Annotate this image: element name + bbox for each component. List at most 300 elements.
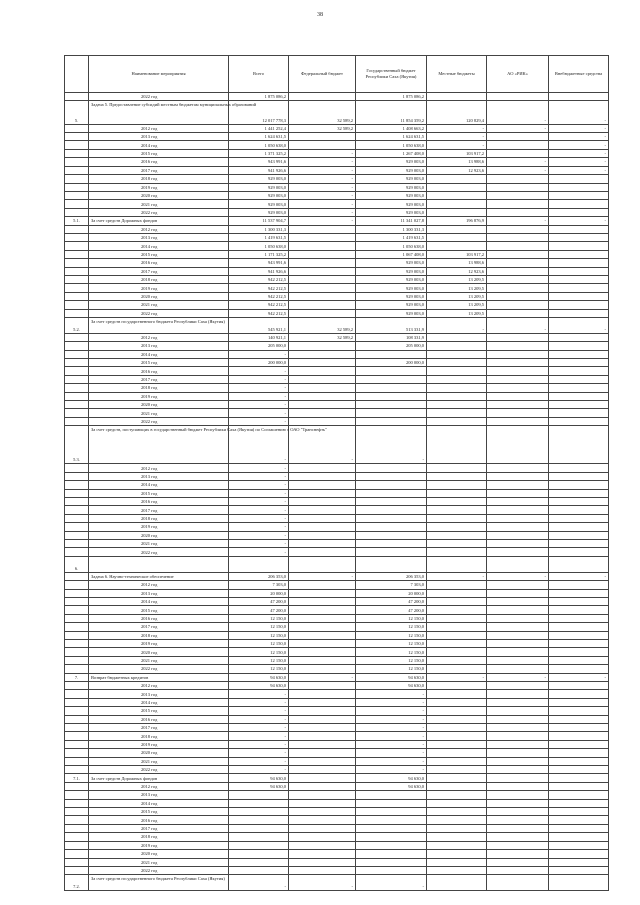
row-state: [356, 401, 427, 409]
row-extra: [549, 808, 609, 816]
table-row: [65, 774, 609, 782]
row-federal: [289, 342, 356, 350]
row-extra: -: [549, 217, 609, 225]
table-row: [65, 690, 609, 698]
table-row: [65, 401, 609, 409]
row-federal: [289, 506, 356, 514]
row-name: 2019 год: [89, 841, 229, 849]
row-total: [229, 816, 289, 824]
row-federal: [289, 740, 356, 748]
row-number: [65, 498, 89, 506]
row-rik: [487, 367, 549, 375]
row-total: [229, 833, 289, 841]
row-total: [229, 841, 289, 849]
table-row: [65, 175, 609, 183]
row-extra: -: [549, 124, 609, 132]
row-extra: -: [549, 133, 609, 141]
row-state: [356, 514, 427, 522]
row-rik: [487, 409, 549, 417]
row-rik: [487, 623, 549, 631]
row-local: -: [427, 572, 487, 580]
row-rik: [487, 824, 549, 832]
row-federal: -: [289, 149, 356, 157]
row-name: 2014 год: [89, 242, 229, 250]
row-total: 12 017 778,3: [229, 101, 289, 124]
row-extra: [549, 242, 609, 250]
row-extra: [549, 292, 609, 300]
row-local: [427, 548, 487, 556]
row-local: [427, 875, 487, 891]
row-number: [65, 149, 89, 157]
row-local: 120 829,4: [427, 101, 487, 124]
row-rik: [487, 292, 549, 300]
row-total: 942 212,5: [229, 275, 289, 283]
row-state: -: [356, 707, 427, 715]
row-local: 12 923,6: [427, 166, 487, 174]
row-local: 13 209,5: [427, 309, 487, 317]
row-name: 2018 год: [89, 275, 229, 283]
row-federal: [289, 715, 356, 723]
row-state: 929 003,0: [356, 301, 427, 309]
row-rik: [487, 384, 549, 392]
row-total: -: [229, 732, 289, 740]
row-total: 941 926,6: [229, 267, 289, 275]
row-number: [65, 606, 89, 614]
table-row: [65, 698, 609, 706]
row-name: За счет средств Дорожных фондов: [89, 774, 229, 782]
row-state: [356, 841, 427, 849]
row-extra: [549, 749, 609, 757]
row-total: 140 921,1: [229, 333, 289, 341]
row-state: 94 630,0: [356, 774, 427, 782]
row-rik: [487, 472, 549, 480]
row-local: [427, 375, 487, 383]
row-number: [65, 690, 89, 698]
row-name: 2020 год: [89, 648, 229, 656]
row-local: -: [427, 318, 487, 334]
row-state: [356, 791, 427, 799]
row-federal: [289, 93, 356, 101]
row-state: 929 003,0: [356, 200, 427, 208]
row-state: [356, 808, 427, 816]
row-total: 11 537 904,7: [229, 217, 289, 225]
row-extra: [549, 816, 609, 824]
row-rik: [487, 799, 549, 807]
row-name: 2016 год: [89, 498, 229, 506]
table-row: [65, 816, 609, 824]
row-number: [65, 614, 89, 622]
row-local: [427, 698, 487, 706]
row-extra: [549, 597, 609, 605]
row-local: [427, 690, 487, 698]
row-extra: [549, 208, 609, 216]
row-number: [65, 417, 89, 425]
row-federal: [289, 375, 356, 383]
table-row: [65, 489, 609, 497]
row-total: 1 875 086,2: [229, 93, 289, 101]
row-total: -: [229, 749, 289, 757]
row-number: [65, 749, 89, 757]
row-extra: [549, 498, 609, 506]
row-federal: [289, 267, 356, 275]
row-federal: -: [289, 217, 356, 225]
row-name: 2021 год: [89, 200, 229, 208]
row-federal: [289, 514, 356, 522]
row-state: -: [356, 875, 427, 891]
row-total: 7 303,0: [229, 581, 289, 589]
row-extra: -: [549, 141, 609, 149]
row-local: -: [427, 673, 487, 681]
row-total: -: [229, 698, 289, 706]
table-row: [65, 850, 609, 858]
row-name: 2012 год: [89, 124, 229, 132]
row-name: 2016 год: [89, 614, 229, 622]
row-federal: [289, 540, 356, 548]
row-local: [427, 350, 487, 358]
row-federal: -: [289, 673, 356, 681]
row-rik: [487, 333, 549, 341]
row-state: 108 331,9: [356, 333, 427, 341]
row-federal: [289, 242, 356, 250]
row-local: [427, 631, 487, 639]
row-rik: [487, 506, 549, 514]
row-federal: -: [289, 208, 356, 216]
row-rik: -: [487, 572, 549, 580]
row-total: 929 003,0: [229, 191, 289, 199]
row-extra: [549, 850, 609, 858]
row-number: [65, 166, 89, 174]
row-extra: [549, 342, 609, 350]
row-state: [356, 350, 427, 358]
row-name: 2013 год: [89, 233, 229, 241]
row-federal: [289, 309, 356, 317]
row-total: -: [229, 540, 289, 548]
table-row: [65, 572, 609, 580]
row-local: [427, 183, 487, 191]
table-row: [65, 724, 609, 732]
row-local: [427, 824, 487, 832]
row-name: 2021 год: [89, 409, 229, 417]
row-federal: [289, 749, 356, 757]
row-name: 2012 год: [89, 581, 229, 589]
table-row: [65, 309, 609, 317]
row-extra: [549, 681, 609, 689]
row-rik: [487, 191, 549, 199]
row-state: 1 267 408,0: [356, 149, 427, 157]
row-extra: [549, 284, 609, 292]
table-row: [65, 233, 609, 241]
row-rik: [487, 417, 549, 425]
row-extra: [549, 614, 609, 622]
row-rik: [487, 200, 549, 208]
row-name: 2017 год: [89, 824, 229, 832]
row-total: 94 630,0: [229, 681, 289, 689]
row-extra: [549, 481, 609, 489]
row-rik: [487, 233, 549, 241]
row-rik: -: [487, 318, 549, 334]
row-number: [65, 791, 89, 799]
row-number: [65, 707, 89, 715]
row-extra: [549, 698, 609, 706]
table-row: [65, 875, 609, 891]
row-state: -: [356, 749, 427, 757]
row-number: [65, 866, 89, 874]
row-federal: [289, 292, 356, 300]
row-state: [356, 481, 427, 489]
row-total: -: [229, 715, 289, 723]
table-row: [65, 133, 609, 141]
row-state: 200 000,0: [356, 359, 427, 367]
row-rik: -: [487, 217, 549, 225]
row-rik: [487, 690, 549, 698]
row-federal: [289, 614, 356, 622]
table-row: [65, 392, 609, 400]
row-local: [427, 715, 487, 723]
row-federal: [289, 833, 356, 841]
row-local: [427, 597, 487, 605]
row-local: [427, 191, 487, 199]
row-state: 206 353,0: [356, 572, 427, 580]
row-state: 513 331,9: [356, 318, 427, 334]
row-federal: -: [289, 166, 356, 174]
row-local: [427, 656, 487, 664]
row-local: [427, 614, 487, 622]
budget-table: [64, 55, 609, 891]
row-extra: [549, 259, 609, 267]
row-total: -: [229, 401, 289, 409]
row-rik: -: [487, 101, 549, 124]
row-extra: [549, 531, 609, 539]
row-rik: [487, 665, 549, 673]
row-extra: [549, 464, 609, 472]
row-number: [65, 375, 89, 383]
row-extra: [549, 858, 609, 866]
row-federal: 32 589,2: [289, 101, 356, 124]
row-total: [229, 556, 289, 572]
row-state: -: [356, 757, 427, 765]
row-state: [356, 472, 427, 480]
row-local: [427, 623, 487, 631]
row-state: -: [356, 732, 427, 740]
table-row: [65, 318, 609, 334]
row-local: [427, 782, 487, 790]
row-local: [427, 808, 487, 816]
row-local: [427, 401, 487, 409]
row-total: 12 150,0: [229, 648, 289, 656]
row-local: [427, 489, 487, 497]
row-federal: [289, 481, 356, 489]
row-local: [427, 531, 487, 539]
row-state: 929 003,0: [356, 292, 427, 300]
row-extra: [549, 766, 609, 774]
row-state: -: [356, 715, 427, 723]
row-local: [427, 850, 487, 858]
row-number: [65, 133, 89, 141]
row-federal: [289, 581, 356, 589]
row-extra: [549, 715, 609, 723]
table-header-row: [65, 56, 609, 93]
row-federal: -: [289, 875, 356, 891]
row-local: [427, 740, 487, 748]
row-extra: [549, 472, 609, 480]
row-state: 12 150,0: [356, 648, 427, 656]
row-rik: [487, 141, 549, 149]
row-state: -: [356, 426, 427, 464]
row-number: [65, 309, 89, 317]
row-extra: [549, 791, 609, 799]
row-total: 1 371 325,2: [229, 149, 289, 157]
table-row: [65, 375, 609, 383]
row-rik: [487, 707, 549, 715]
row-extra: [549, 384, 609, 392]
row-name: 2013 год: [89, 690, 229, 698]
row-state: [356, 506, 427, 514]
row-extra: [549, 233, 609, 241]
row-state: 929 003,0: [356, 175, 427, 183]
table-row: [65, 141, 609, 149]
table-row: [65, 464, 609, 472]
row-state: 929 003,0: [356, 309, 427, 317]
row-name: 2017 год: [89, 267, 229, 275]
row-total: 942 212,5: [229, 292, 289, 300]
row-total: -: [229, 350, 289, 358]
row-number: [65, 489, 89, 497]
row-extra: [549, 732, 609, 740]
row-state: 11 854 359,2: [356, 101, 427, 124]
row-name: 2022 год: [89, 866, 229, 874]
table-row: [65, 614, 609, 622]
row-rik: [487, 749, 549, 757]
row-total: -: [229, 707, 289, 715]
row-rik: [487, 732, 549, 740]
row-state: 12 150,0: [356, 623, 427, 631]
table-row: [65, 858, 609, 866]
row-state: 929 003,0: [356, 259, 427, 267]
row-name: 2014 год: [89, 799, 229, 807]
row-number: 5.3.: [65, 426, 89, 464]
row-federal: [289, 359, 356, 367]
row-name: 2015 год: [89, 489, 229, 497]
row-federal: [289, 858, 356, 866]
row-name: 2017 год: [89, 506, 229, 514]
row-total: -: [229, 417, 289, 425]
table-row: [65, 531, 609, 539]
row-number: [65, 93, 89, 101]
table-row: [65, 250, 609, 258]
table-row: [65, 732, 609, 740]
row-rik: [487, 250, 549, 258]
table-row: [65, 101, 609, 124]
row-name: 2017 год: [89, 375, 229, 383]
row-federal: [289, 757, 356, 765]
table-row: [65, 359, 609, 367]
row-local: [427, 833, 487, 841]
row-federal: [289, 690, 356, 698]
table-row: [65, 808, 609, 816]
row-number: 7.2.: [65, 875, 89, 891]
row-federal: [289, 639, 356, 647]
row-extra: [549, 350, 609, 358]
table-row: [65, 149, 609, 157]
row-name: 2022 год: [89, 208, 229, 216]
row-extra: [549, 514, 609, 522]
row-number: [65, 472, 89, 480]
row-state: 12 150,0: [356, 639, 427, 647]
row-local: [427, 799, 487, 807]
row-name: 2022 год: [89, 766, 229, 774]
row-extra: [549, 309, 609, 317]
row-number: [65, 409, 89, 417]
row-name: 2022 год: [89, 417, 229, 425]
row-local: [427, 774, 487, 782]
row-total: -: [229, 523, 289, 531]
row-number: [65, 233, 89, 241]
row-rik: [487, 589, 549, 597]
row-local: [427, 359, 487, 367]
header-federal: Федеральный бюджет: [289, 56, 356, 93]
row-extra: -: [549, 149, 609, 157]
table-row: [65, 740, 609, 748]
table-row: [65, 707, 609, 715]
row-federal: [289, 401, 356, 409]
row-extra: [549, 540, 609, 548]
row-number: 5.1.: [65, 217, 89, 225]
row-federal: -: [289, 572, 356, 580]
row-name: 2018 год: [89, 732, 229, 740]
row-total: 47 200,0: [229, 597, 289, 605]
table-row: [65, 623, 609, 631]
row-federal: [289, 724, 356, 732]
row-total: 929 003,0: [229, 183, 289, 191]
row-number: [65, 401, 89, 409]
row-rik: [487, 392, 549, 400]
row-name: 2021 год: [89, 540, 229, 548]
row-extra: [549, 824, 609, 832]
row-extra: [549, 375, 609, 383]
row-state: [356, 556, 427, 572]
row-name: 2022 год: [89, 548, 229, 556]
row-local: [427, 481, 487, 489]
row-state: [356, 866, 427, 874]
row-local: 13 209,5: [427, 284, 487, 292]
row-federal: [289, 816, 356, 824]
row-state: [356, 367, 427, 375]
row-number: [65, 782, 89, 790]
row-extra: [549, 833, 609, 841]
row-rik: [487, 698, 549, 706]
row-state: 1 875 086,2: [356, 93, 427, 101]
row-extra: -: [549, 673, 609, 681]
row-extra: [549, 489, 609, 497]
row-total: 1 441 252,4: [229, 124, 289, 132]
row-name: 2013 год: [89, 791, 229, 799]
row-state: [356, 417, 427, 425]
row-total: -: [229, 409, 289, 417]
table-row: [65, 217, 609, 225]
row-federal: [289, 275, 356, 283]
row-extra: [549, 648, 609, 656]
table-row: [65, 673, 609, 681]
row-state: 12 150,0: [356, 656, 427, 664]
row-number: [65, 631, 89, 639]
row-extra: [549, 409, 609, 417]
row-state: 11 341 027,8: [356, 217, 427, 225]
row-federal: -: [289, 175, 356, 183]
row-extra: [549, 631, 609, 639]
row-rik: [487, 242, 549, 250]
row-rik: [487, 498, 549, 506]
row-total: 94 630,0: [229, 782, 289, 790]
